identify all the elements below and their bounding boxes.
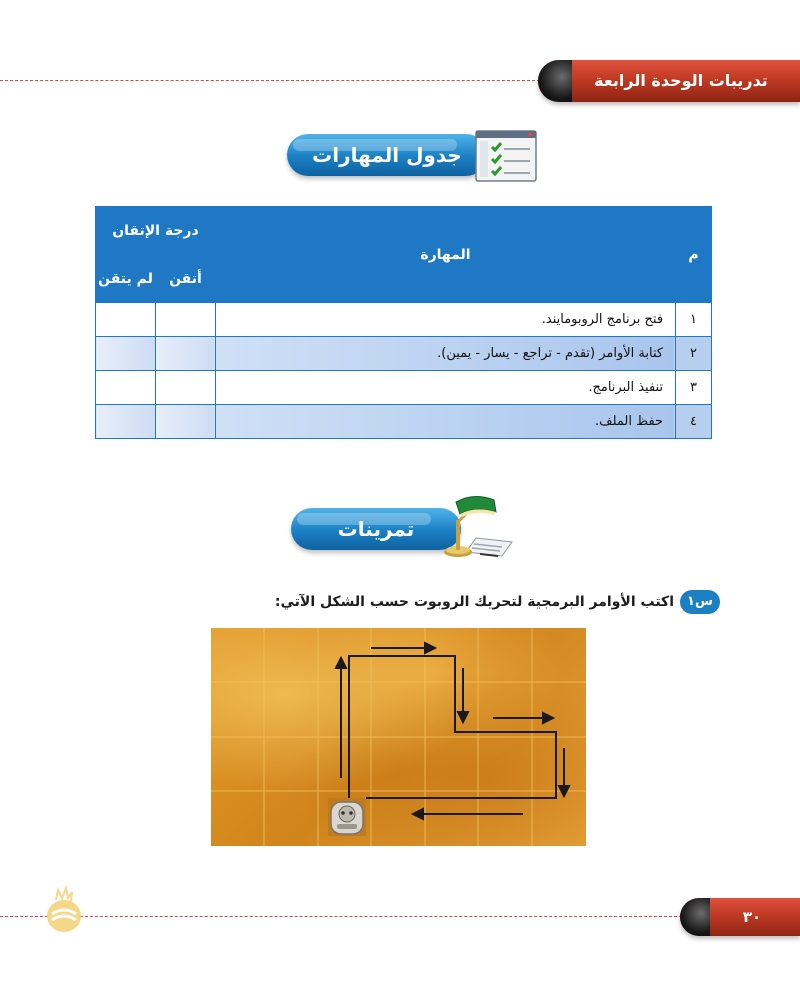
table-row bbox=[96, 337, 712, 371]
page-number-cap bbox=[680, 898, 710, 936]
row-number: ٣ bbox=[676, 371, 712, 405]
header-mastered: أتقن bbox=[155, 255, 215, 303]
robot-icon bbox=[328, 798, 366, 836]
row-skill: تنفيذ البرنامج. bbox=[215, 371, 675, 405]
checklist-icon bbox=[472, 125, 540, 185]
robot-path-line bbox=[349, 656, 556, 798]
row-number: ١ bbox=[676, 303, 712, 337]
exercises-title-text: تمرينات bbox=[337, 517, 415, 541]
row-skill: فتح برنامج الروبومايند. bbox=[215, 303, 675, 337]
header-tab-cap bbox=[538, 60, 572, 102]
row-number: ٤ bbox=[676, 405, 712, 439]
skills-title-text: جدول المهارات bbox=[312, 143, 462, 167]
not-mastered-cell[interactable] bbox=[96, 303, 156, 337]
header-num: م bbox=[676, 207, 712, 303]
header-not-mastered: لم يتقن bbox=[96, 255, 156, 303]
header-skill: المهارة bbox=[215, 207, 675, 303]
mastered-cell[interactable] bbox=[155, 405, 215, 439]
skills-section-title bbox=[287, 134, 487, 176]
skills-table bbox=[95, 206, 712, 439]
row-skill: كتابة الأوامر (تقدم - تراجع - يسار - يمين). bbox=[215, 337, 675, 371]
table-row bbox=[96, 371, 712, 405]
table-row bbox=[96, 405, 712, 439]
desk-lamp-icon bbox=[436, 490, 516, 562]
header-mastery: درجة الإتقان bbox=[96, 207, 216, 255]
robot-path-diagram bbox=[211, 628, 586, 846]
not-mastered-cell[interactable] bbox=[96, 371, 156, 405]
mastered-cell[interactable] bbox=[155, 371, 215, 405]
header-divider bbox=[0, 80, 540, 81]
mastered-cell[interactable] bbox=[155, 303, 215, 337]
not-mastered-cell[interactable] bbox=[96, 405, 156, 439]
unit-title: تدريبات الوحدة الرابعة bbox=[594, 71, 768, 90]
mastered-cell[interactable] bbox=[155, 337, 215, 371]
row-skill: حفظ الملف. bbox=[215, 405, 675, 439]
row-number: ٢ bbox=[676, 337, 712, 371]
question-text: اكتب الأوامر البرمجية لتحريك الروبوت حسب الشكل الآتي: bbox=[274, 594, 674, 610]
table-row bbox=[96, 303, 712, 337]
page-number: ٣٠ bbox=[742, 908, 762, 926]
publisher-logo-icon bbox=[44, 886, 84, 934]
footer-divider bbox=[0, 916, 682, 917]
not-mastered-cell[interactable] bbox=[96, 337, 156, 371]
question-number-badge: س١ bbox=[680, 590, 720, 614]
robot-grid-board bbox=[211, 628, 586, 846]
